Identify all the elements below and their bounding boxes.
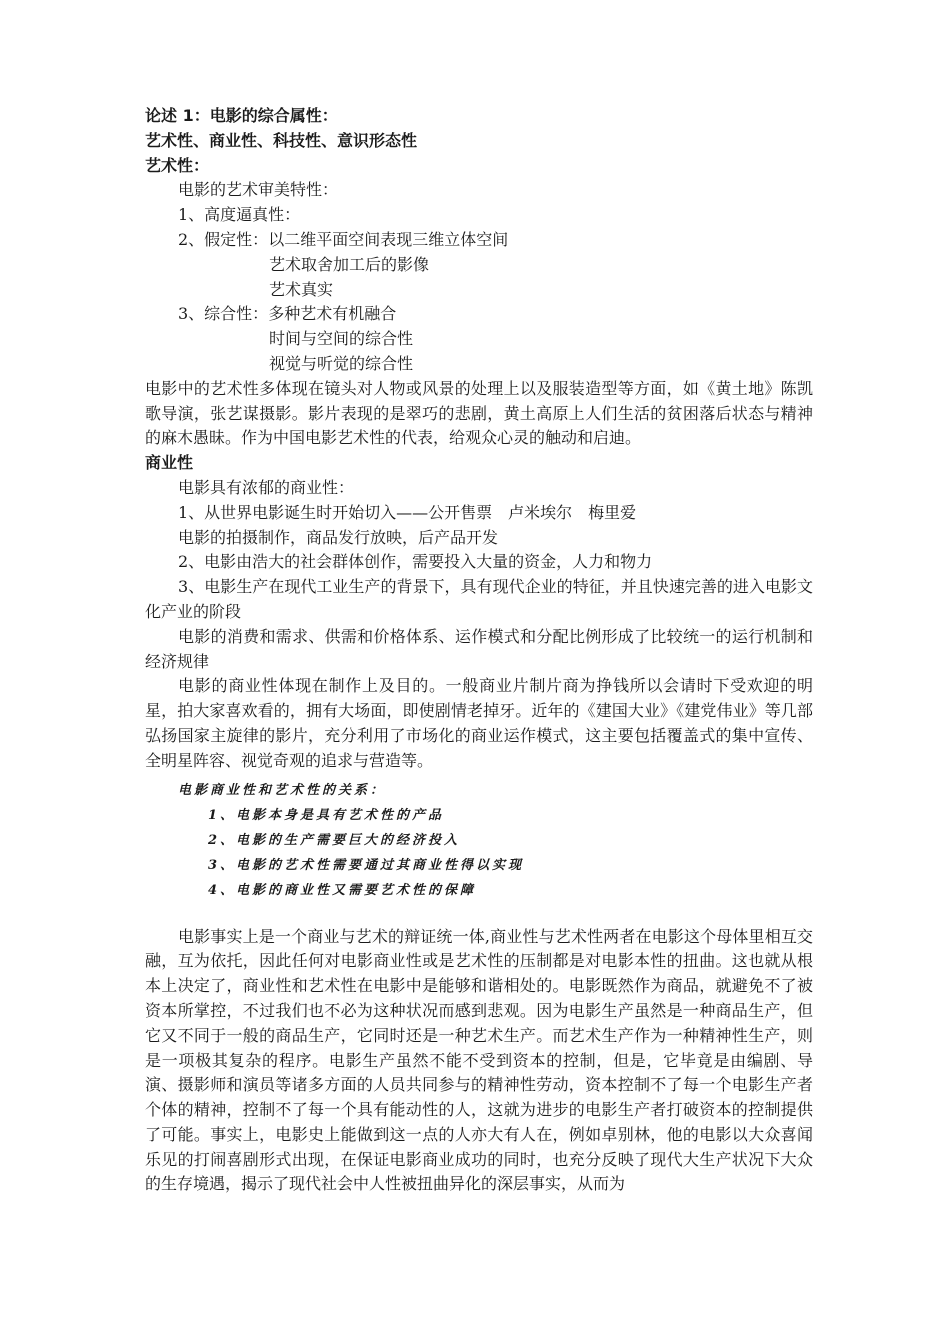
relation-item: 1、电影本身是具有艺术性的产品 — [208, 807, 445, 823]
commerce-paragraph-1: 电影的消费和需求、供需和价格体系、运作模式和分配比例形成了比较统一的运行机制和经济规律 — [145, 626, 813, 671]
conclusion-paragraph: 电影事实上是一个商业与艺术的辩证统一体,商业性与艺术性两者在电影这个母体里相互交融，互为依托，因此任何对电影商业性或是艺术性的压制都是对电影本性的扭曲。这也就从根本上决定了，商业性和艺术性在电影中是能够和谐相处的。电影既然作为商品，就避免不了被资本所掌控，不过我们也不必为这种状况而感到悲观。因为电影生产虽然是一种商品生产，但它又不同于一般的商品生产，它同时还是一种艺术生产。而艺术生产作为一种精神性生产，则是一项极其复杂的程序。电影生产虽然不能不受到资本的控制，但是，它毕竟是由编剧、导演、摄影师和演员等诸多方面的人员共同参与的精神性劳动，资本控制不了每一个电影生产者个体的精神，控制不了每一个具有能动性的人，这就为进步的电影生产者打破资本的控制提供了可能。事实上，电影史上能做到这一点的人亦大有人在，例如卓别林，他的电影以大众喜闻乐见的打闹喜剧形式出现，在保证电影商业成功的同时，也充分反映了现代大生产状况下大众的生存境遇，揭示了现代社会中人性被扭曲异化的深层事实，从而为 — [145, 926, 813, 1194]
section-heading-commerce: 商业性 — [145, 453, 194, 473]
art-item-3-line-1: 多种艺术有机融合 — [268, 304, 397, 324]
art-item-2-line-3: 艺术真实 — [269, 279, 334, 299]
art-item-2 — [145, 228, 813, 253]
commerce-item-1: 1、从世界电影诞生时开始切入——公开售票 卢米埃尔 梅里爱 — [178, 502, 637, 522]
art-paragraph: 电影中的艺术性多体现在镜头对人物或风景的处理上以及服装造型等方面，如《黄土地》陈凯歌导演，张艺谋摄影。影片表现的是翠巧的悲剧，黄土高原上人们生活的贫困落后状态与精神的麻木愚昧。作为中国电影艺术性的代表，给观众心灵的触动和启迪。 — [145, 378, 813, 448]
relation-heading: 电影商业性和艺术性的关系： — [178, 782, 387, 798]
page-title: 论述 1：电影的综合属性： — [145, 106, 338, 125]
commerce-item-1-sub: 电影的拍摄制作，商品发行放映，后产品开发 — [178, 527, 499, 547]
section-heading-art: 艺术性： — [145, 155, 210, 175]
art-item-2-line-1: 以二维平面空间表现三维立体空间 — [268, 229, 509, 249]
art-item-3-line-3: 视觉与听觉的综合性 — [269, 353, 414, 373]
art-item-2-label: 2、假定性： — [178, 229, 269, 249]
relation-item: 3、电影的艺术性需要通过其商业性得以实现 — [208, 857, 525, 873]
art-item-1: 1、高度逼真性： — [178, 205, 301, 225]
relation-item: 2、电影的生产需要巨大的经济投入 — [208, 832, 461, 848]
art-item-3 — [145, 302, 813, 327]
commerce-paragraph-2: 电影的商业性体现在制作上及目的。一般商业片制片商为挣钱所以会请时下受欢迎的明星，拍大家喜欢看的，拥有大场面，即使剧情老掉牙。近年的《建国大业》《建党伟业》等几部弘扬国家主旋律的影片，充分利用了市场化的商业运作模式，这主要包括覆盖式的集中宣传、全明星阵容、视觉奇观的追求与营造等。 — [145, 676, 813, 770]
page-subtitle: 艺术性、商业性、科技性、意识形态性 — [145, 130, 418, 150]
relation-item: 4、电影的商业性又需要艺术性的保障 — [208, 882, 477, 898]
commerce-item-3: 3、电影生产在现代工业生产的背景下，具有现代企业的特征，并且快速完善的进入电影文化产业的阶段 — [145, 577, 813, 621]
commerce-item-2: 2、电影由浩大的社会群体创作，需要投入大量的资金，人力和物力 — [178, 552, 653, 572]
art-item-2-line-2: 艺术取舍加工后的影像 — [269, 254, 430, 274]
commerce-intro: 电影具有浓郁的商业性： — [178, 477, 355, 497]
document-body — [145, 104, 813, 1197]
art-intro: 电影的艺术审美特性： — [178, 180, 339, 200]
art-item-3-line-2: 时间与空间的综合性 — [269, 329, 414, 349]
art-item-3-label: 3、综合性： — [178, 304, 269, 324]
